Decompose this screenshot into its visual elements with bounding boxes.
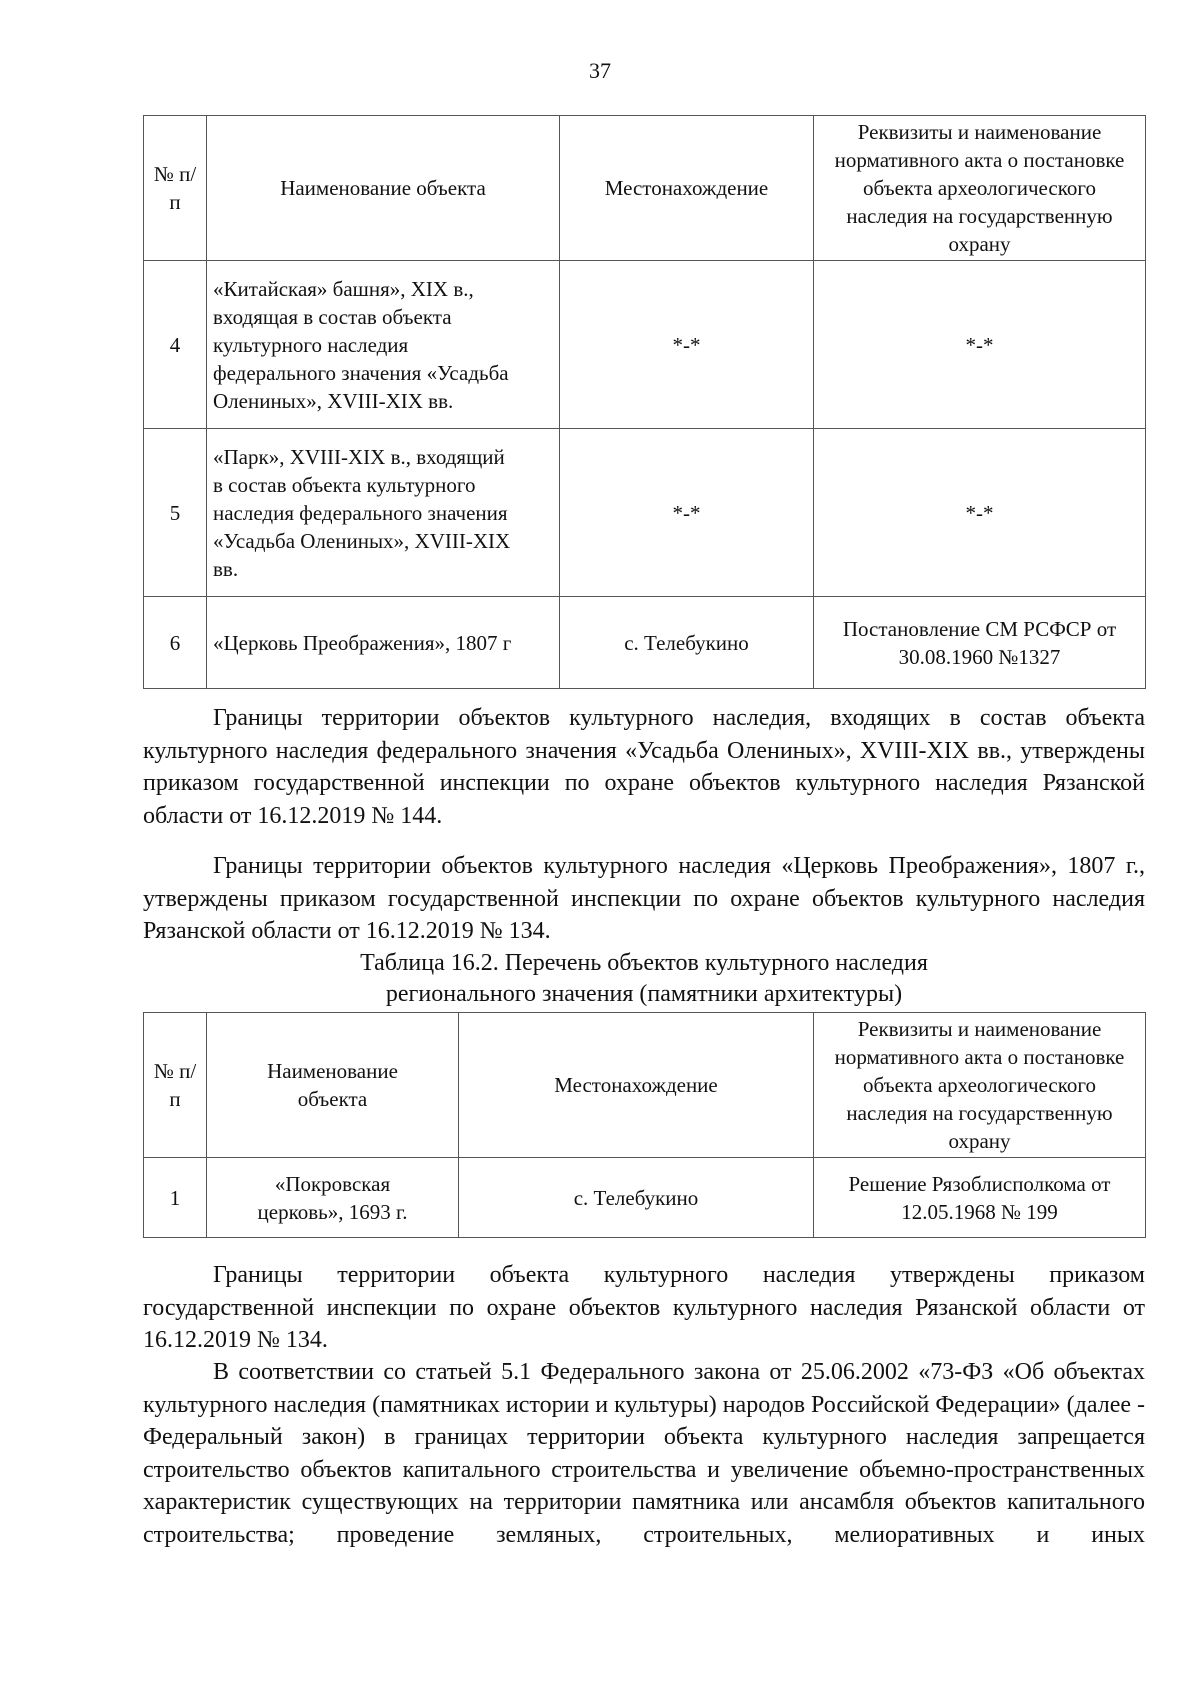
cell-name: «Церковь Преображения», 1807 г: [207, 597, 560, 689]
heritage-table-regional: [143, 1012, 1146, 1238]
header-name: Наименование объекта: [207, 116, 560, 261]
heritage-table-federal: [143, 115, 1146, 689]
header-location: Местонахождение: [560, 116, 814, 261]
cell-num: 4: [144, 261, 207, 429]
header-num: № п/п: [144, 116, 207, 261]
page-number: 37: [589, 58, 611, 83]
cell-num: 1: [144, 1158, 207, 1238]
header-requisites: Реквизиты и наименование нормативного акта о постановке объекта археологического наследия на государственную охрану: [814, 116, 1146, 261]
cell-num: 6: [144, 597, 207, 689]
cell-location: с. Телебукино: [560, 597, 814, 689]
paragraph-federal-law: В соответствии со статьей 5.1 Федерального закона от 25.06.2002 «73-ФЗ «Об объектах культурного наследия (памятниках истории и культуры) народов Российской Федерации» (далее - Федеральный закон) в границах территории объекта культурного наследия запрещается строительство объектов капитального строительства и увеличение объемно-пространственных характеристик существующих на территории памятника или ансамбля объектов капитального строительства; проведение земляных, строительных, мелиоративных и иных: [143, 1359, 1145, 1548]
cell-name: «Китайская» башня», XIX в., входящая в состав объекта культурного наследия федерального значения «Усадьба Олениных», XVIII-XIX вв.: [207, 261, 560, 429]
header-location: Местонахождение: [459, 1013, 814, 1158]
table-row: [144, 597, 1146, 689]
cell-name: «Парк», XVIII-XIX в., входящий в состав объекта культурного наследия федерального значения «Усадьба Олениных», XVIII-XIX вв.: [207, 429, 560, 597]
cell-location: *-*: [560, 261, 814, 429]
cell-location: с. Телебукино: [459, 1158, 814, 1238]
table-header-row: [144, 1013, 1146, 1158]
cell-name: «Покровская церковь», 1693 г.: [207, 1158, 459, 1238]
paragraph-boundaries-oleniny: Границы территории объектов культурного наследия, входящих в состав объекта культурного наследия федерального значения «Усадьба Олениных», XVIII-XIX вв., утверждены приказом государственной инспекции по охране объектов культурного наследия Рязанской области от 16.12.2019 № 144.: [143, 705, 1145, 829]
cell-requisites: Постановление СМ РСФСР от 30.08.1960 №1327: [814, 597, 1146, 689]
cell-requisites: Решение Рязоблисполкома от 12.05.1968 № 199: [814, 1158, 1146, 1238]
caption-line-1: Таблица 16.2. Перечень объектов культурного наследия: [360, 950, 928, 976]
header-name: Наименование объекта: [207, 1013, 459, 1158]
table-row: [144, 261, 1146, 429]
caption-line-2: регионального значения (памятники архитектуры): [385, 981, 903, 1007]
paragraph-boundaries-pokrovskaya: Границы территории объекта культурного наследия утверждены приказом государственной инспекции по охране объектов культурного наследия Рязанской области от 16.12.2019 № 134.: [143, 1262, 1145, 1353]
cell-location: *-*: [560, 429, 814, 597]
cell-num: 5: [144, 429, 207, 597]
header-requisites: Реквизиты и наименование нормативного акта о постановке объекта археологического наследия на государственную охрану: [814, 1013, 1146, 1158]
table-row: [144, 429, 1146, 597]
cell-requisites: *-*: [814, 429, 1146, 597]
cell-requisites: *-*: [814, 261, 1146, 429]
table-caption: [143, 948, 1145, 1010]
header-num: № п/п: [144, 1013, 207, 1158]
table-row: [144, 1158, 1146, 1238]
paragraph-boundaries-church: Границы территории объектов культурного наследия «Церковь Преображения», 1807 г., утверждены приказом государственной инспекции по охране объектов культурного наследия Рязанской области от 16.12.2019 № 134.: [143, 853, 1145, 944]
table-header-row: [144, 116, 1146, 261]
